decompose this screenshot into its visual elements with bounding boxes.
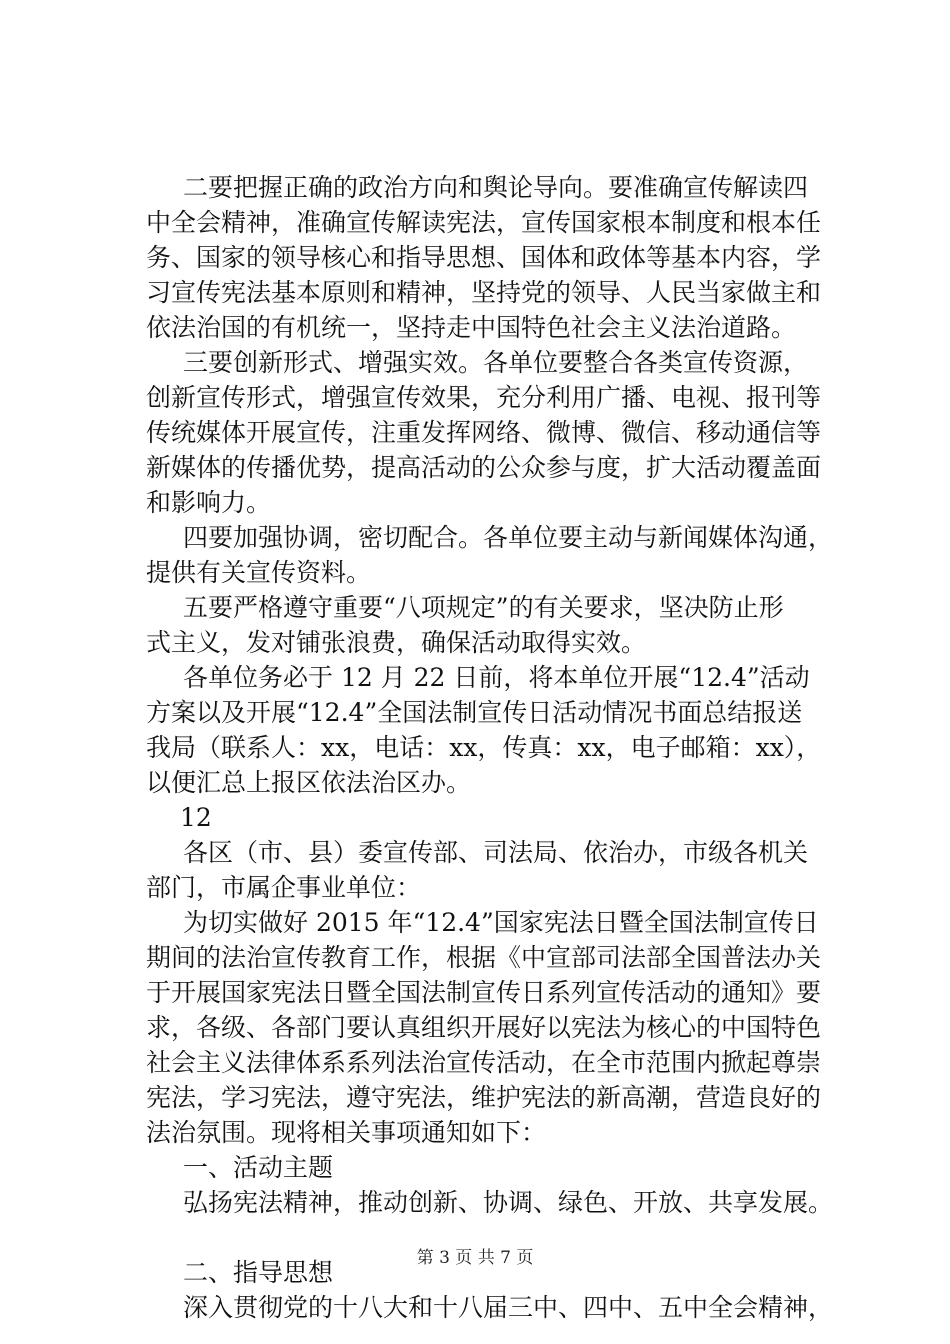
text-line: 五要严格遵守重要“八项规定”的有关要求，坚决防止形 xyxy=(183,593,784,622)
text-line: 依法治国的有机统一，坚持走中国特色社会主义法治道路。 xyxy=(146,313,797,342)
text-line: 宪法，学习宪法，遵守宪法，维护宪法的新高潮，营造良好的 xyxy=(146,1083,822,1112)
text-line: 社会主义法律体系系列法治宣传活动，在全市范围内掀起尊崇 xyxy=(146,1048,822,1077)
text-line: 各区（市、县）委宣传部、司法局、依治办，市级各机关 xyxy=(183,838,809,867)
text-line: 方案以及开展“12.4”全国法制宣传日活动情况书面总结报送 xyxy=(146,698,803,727)
page-footer: 第 3 页 共 7 页 xyxy=(416,1248,534,1268)
text-line: 和影响力。 xyxy=(146,488,272,517)
text-line: 部门，市属企事业单位： xyxy=(146,873,422,902)
text-line: 二要把握正确的政治方向和舆论导向。要准确宣传解读四 xyxy=(183,173,809,202)
text-line: 期间的法治宣传教育工作，根据《中宣部司法部全国普法办关 xyxy=(146,943,822,972)
text-line: 12 xyxy=(180,803,212,832)
text-line: 中全会精神，准确宣传解读宪法，宣传国家根本制度和根本任 xyxy=(146,208,822,237)
text-line: 求，各级、各部门要认真组织开展好以宪法为核心的中国特色 xyxy=(146,1013,822,1042)
text-line: 我局（联系人：xx，电话：xx，传真：xx，电子邮箱：xx）， xyxy=(146,733,822,762)
text-line: 为切实做好 2015 年“12.4”国家宪法日暨全国法制宣传日 xyxy=(183,908,819,937)
text-line: 以便汇总上报区依法治区办。 xyxy=(146,768,472,797)
text-line: 新媒体的传播优势，提高活动的公众参与度，扩大活动覆盖面 xyxy=(146,453,822,482)
text-line: 二、指导思想 xyxy=(183,1258,334,1287)
text-line: 各单位务必于 12 月 22 日前，将本单位开展“12.4”活动 xyxy=(183,663,810,692)
text-line: 弘扬宪法精神，推动创新、协调、绿色、开放、共享发展。 xyxy=(183,1188,834,1217)
text-line: 一、活动主题 xyxy=(183,1153,334,1182)
text-line: 深入贯彻党的十八大和十八届三中、四中、五中全会精神， xyxy=(183,1293,834,1322)
text-line: 传统媒体开展宣传，注重发挥网络、微博、微信、移动通信等 xyxy=(146,418,822,447)
text-line: 式主义，发对铺张浪费，确保活动取得实效。 xyxy=(146,628,647,657)
text-line: 创新宣传形式，增强宣传效果，充分利用广播、电视、报刊等 xyxy=(146,383,822,412)
document-body xyxy=(146,170,836,1325)
text-line: 提供有关宣传资料。 xyxy=(146,558,372,587)
text-line: 务、国家的领导核心和指导思想、国体和政体等基本内容，学 xyxy=(146,243,822,272)
text-line: 于开展国家宪法日暨全国法制宣传日系列宣传活动的通知》要 xyxy=(146,978,822,1007)
text-line: 三要创新形式、增强实效。各单位要整合各类宣传资源， xyxy=(183,348,809,377)
text-line: 习宣传宪法基本原则和精神，坚持党的领导、人民当家做主和 xyxy=(146,278,822,307)
text-line: 法治氛围。现将相关事项通知如下： xyxy=(146,1118,547,1147)
text-line: 四要加强协调，密切配合。各单位要主动与新闻媒体沟通， xyxy=(183,523,834,552)
